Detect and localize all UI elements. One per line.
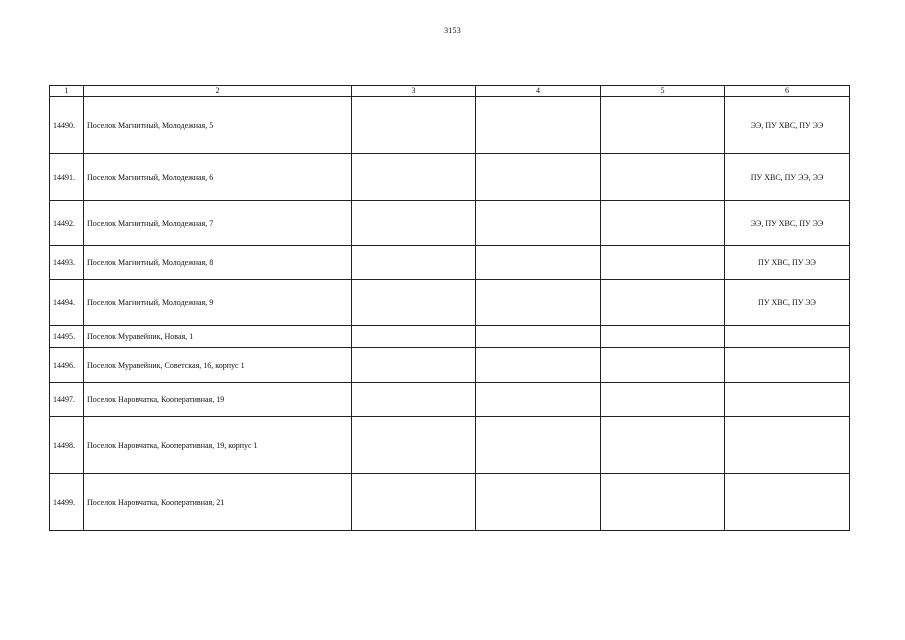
page-number: 3153 (444, 26, 461, 35)
column-header-1: 1 (50, 86, 84, 97)
column-header-4: 4 (476, 86, 601, 97)
registry-table (49, 85, 850, 531)
meters-cell (725, 474, 850, 531)
meters-cell: ЭЭ, ПУ ХВС, ПУ ЭЭ (725, 201, 850, 246)
row-number: 14499. (50, 474, 84, 531)
cell-col5 (601, 326, 725, 348)
cell-col3 (352, 201, 476, 246)
address-cell: Поселок Наровчатка, Кооперативная, 19, корпус 1 (84, 417, 352, 474)
table-row (50, 348, 850, 383)
cell-col3 (352, 417, 476, 474)
cell-col3 (352, 97, 476, 154)
address-cell: Поселок Магнитный, Молодежная, 7 (84, 201, 352, 246)
row-number: 14494. (50, 280, 84, 326)
table-row (50, 474, 850, 531)
cell-col4 (476, 474, 601, 531)
column-header-5: 5 (601, 86, 725, 97)
row-number: 14493. (50, 246, 84, 280)
cell-col3 (352, 474, 476, 531)
cell-col5 (601, 246, 725, 280)
meters-cell (725, 348, 850, 383)
row-number: 14491. (50, 154, 84, 201)
header-row (50, 86, 850, 97)
cell-col4 (476, 246, 601, 280)
column-header-2: 2 (84, 86, 352, 97)
meters-cell (725, 383, 850, 417)
row-number: 14495. (50, 326, 84, 348)
meters-cell: ПУ ХВС, ПУ ЭЭ (725, 280, 850, 326)
cell-col5 (601, 417, 725, 474)
cell-col4 (476, 154, 601, 201)
row-number: 14496. (50, 348, 84, 383)
row-number: 14492. (50, 201, 84, 246)
row-number: 14497. (50, 383, 84, 417)
cell-col5 (601, 201, 725, 246)
table-row (50, 201, 850, 246)
address-cell: Поселок Магнитный, Молодежная, 5 (84, 97, 352, 154)
address-cell: Поселок Магнитный, Молодежная, 6 (84, 154, 352, 201)
cell-col5 (601, 280, 725, 326)
column-header-6: 6 (725, 86, 850, 97)
address-cell: Поселок Наровчатка, Кооперативная, 19 (84, 383, 352, 417)
address-cell: Поселок Муравейник, Новая, 1 (84, 326, 352, 348)
table-row (50, 383, 850, 417)
cell-col4 (476, 326, 601, 348)
meters-cell (725, 417, 850, 474)
cell-col4 (476, 280, 601, 326)
table-row (50, 280, 850, 326)
row-number: 14490. (50, 97, 84, 154)
cell-col5 (601, 383, 725, 417)
table-row (50, 326, 850, 348)
cell-col3 (352, 326, 476, 348)
cell-col4 (476, 97, 601, 154)
meters-cell: ПУ ХВС, ПУ ЭЭ, ЭЭ (725, 154, 850, 201)
cell-col4 (476, 348, 601, 383)
cell-col3 (352, 280, 476, 326)
address-cell: Поселок Магнитный, Молодежная, 8 (84, 246, 352, 280)
address-cell: Поселок Наровчатка, Кооперативная, 21 (84, 474, 352, 531)
table-row (50, 246, 850, 280)
column-header-3: 3 (352, 86, 476, 97)
address-cell: Поселок Муравейник, Советская, 16, корпус 1 (84, 348, 352, 383)
cell-col4 (476, 201, 601, 246)
table-row (50, 154, 850, 201)
address-cell: Поселок Магнитный, Молодежная, 9 (84, 280, 352, 326)
meters-cell (725, 326, 850, 348)
table-row (50, 97, 850, 154)
meters-cell: ЭЭ, ПУ ХВС, ПУ ЭЭ (725, 97, 850, 154)
cell-col5 (601, 97, 725, 154)
cell-col3 (352, 383, 476, 417)
cell-col3 (352, 246, 476, 280)
cell-col5 (601, 154, 725, 201)
row-number: 14498. (50, 417, 84, 474)
cell-col4 (476, 383, 601, 417)
cell-col5 (601, 474, 725, 531)
table-row (50, 417, 850, 474)
meters-cell: ПУ ХВС, ПУ ЭЭ (725, 246, 850, 280)
cell-col3 (352, 154, 476, 201)
cell-col4 (476, 417, 601, 474)
cell-col3 (352, 348, 476, 383)
cell-col5 (601, 348, 725, 383)
